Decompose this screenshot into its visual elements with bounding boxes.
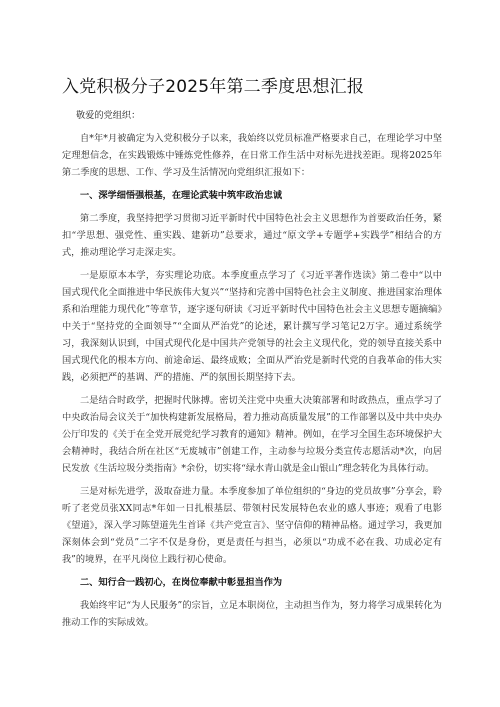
section-1-paragraph-1: 第二季度，我坚持把学习贯彻习近平新时代中国特色社会主义思想作为首要政治任务，紧扣“学思想、强党性、重实践、建新功”总要求，通过“原文学+专题学+实践学”相结合的方式，推动理论学习走深走实。	[62, 213, 442, 258]
section-2-heading: 二、知行合一践初心，在岗位奉献中彰显担当作为	[80, 577, 283, 588]
section-2-paragraph-1: 我始终牢记“为人民服务”的宗旨，立足本职岗位，主动担当作为，努力将学习成果转化为推动工作的实际成效。	[62, 600, 442, 628]
salutation: 敬爱的党组织：	[76, 110, 141, 121]
section-1-paragraph-2: 一是原原本本学，夯实理论功底。本季度重点学习了《习近平著作选读》第二卷中“以中国式现代化全面推进中华民族伟大复兴”“坚持和完善中国特色社会主义制度、推进国家治理体系和治理能力现代化”等章节，逐字逐句研读《习近平新时代中国特色社会主义思想专题摘编》中关于“坚持党的全面领导”“全面从严治党”的论述，累计撰写学习笔记2万字。通过系统学习，我深刻认识到，中国式现代化是中国共产党领导的社会主义现代化，党的领导直接关系中国式现代化的根本方向、前途命运、最终成败；全面从严治党是新时代党的自我革命的伟大实践，必须把严的基调、严的措施、严的氛围长期坚持下去。	[62, 270, 442, 383]
section-1-paragraph-4: 三是对标先进学，汲取奋进力量。本季度参加了单位组织的“身边的党员故事”分享会，聆听了老党员张XX同志*年如一日扎根基层、带领村民发展特色农业的感人事迹；观看了电影《望道》，深入学习陈望道先生首译《共产党宣言》、坚守信仰的精神品格。通过学习，我更加深刻体会到“党员”二字不仅是身份，更是责任与担当，必须以“功成不必在我、功成必定有我”的境界，在平凡岗位上践行初心使命。	[62, 486, 442, 565]
section-1-paragraph-3: 二是结合时政学，把握时代脉搏。密切关注党中央重大决策部署和时政热点，重点学习了中央政治局会议关于“加快构建新发展格局，着力推动高质量发展”的工作部署以及中共中央办公厅印发的《关于在全党开展党纪学习教育的通知》精神。例如，在学习全国生态环境保护大会精神时，我结合所在社区“无废城市”创建工作，主动参与垃圾分类宣传志愿活动*次，向居民发放《生活垃圾分类指南》*余份，切实将“绿水青山就是金山银山”理念转化为具体行动。	[62, 395, 442, 474]
section-1-heading: 一、深学细悟强根基，在理论武装中筑牢政治忠诚	[80, 190, 283, 201]
intro-paragraph: 自*年*月被确定为入党积极分子以来，我始终以党员标准严格要求自己，在理论学习中坚定理想信念，在实践锻炼中锤炼党性修养，在日常工作生活中对标先进找差距。现将2025年第二季度的思想、工作、学习及生活情况向党组织汇报如下：	[62, 133, 442, 178]
document-title: 入党积极分子2025年第二季度思想汇报	[62, 77, 365, 97]
